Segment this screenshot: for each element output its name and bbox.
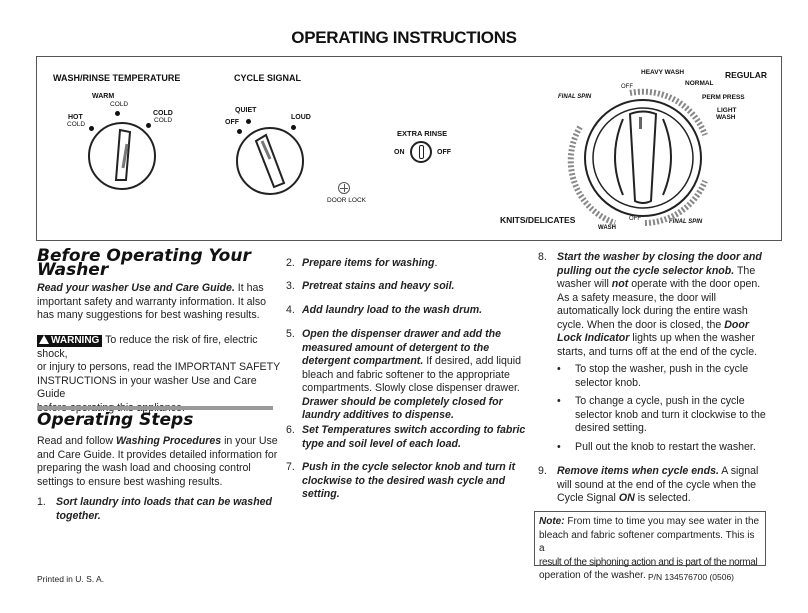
bullet-stop-dot: • — [557, 363, 561, 375]
step-5-l7: laundry additives to dispense. — [302, 409, 454, 421]
cycle-signal-knob-grip — [238, 129, 302, 193]
cycle-regular-label: REGULAR — [725, 70, 768, 80]
step-8-l2a: pulling out the cycle selector knob. — [557, 264, 735, 277]
step-9-l3c: is selected. — [637, 492, 691, 504]
step-5-l3a: detergent compartment. — [302, 355, 424, 367]
step-2-dot: . — [434, 257, 438, 269]
cycle-off-top: OFF — [621, 84, 633, 90]
temp-cold-sub: COLD — [154, 117, 173, 124]
step-5-num: 5. — [286, 328, 295, 340]
cycle-off-bottom: OFF — [629, 216, 641, 222]
step-5-l2: measured amount of detergent to the — [302, 341, 490, 354]
step-8-l6b: Door — [724, 318, 749, 331]
step-8-num: 8. — [538, 251, 547, 263]
warning-icon — [39, 335, 49, 344]
signal-quiet: QUIET — [235, 107, 257, 114]
cycle-light-2: WASH — [716, 114, 736, 121]
warning-badge-label: WARNING — [51, 335, 100, 346]
step-6-l2: type and soil level of each load. — [302, 437, 461, 450]
note-l1: From time to time you may see water in the — [567, 516, 760, 527]
step-8-l2b: The — [736, 264, 756, 277]
step-1-l1: Sort laundry into loads that can be washed — [56, 496, 273, 508]
step-7-l2: clockwise to the desired wash cycle and — [302, 474, 506, 487]
step-1-l2: together. — [56, 509, 101, 522]
steps-l2: and Care Guide. It provides detailed information for — [37, 448, 278, 461]
step-8-l8: starts, and turns off at the end of the cycle. — [557, 345, 758, 358]
step-2-text: Prepare items for washing — [302, 257, 435, 269]
before-section — [37, 246, 277, 280]
steps-heading: Operating Steps — [37, 410, 194, 430]
step-8-l7a: Lock Indicator — [557, 332, 630, 344]
note-l4: operation of the washer. — [539, 570, 646, 581]
step-7-num: 7. — [286, 461, 295, 473]
step-9-l3b: ON — [618, 492, 635, 504]
before-heading: Before Operating Your Washer — [37, 246, 251, 280]
bullet-change-dot: • — [557, 395, 561, 407]
bullet-change — [557, 395, 782, 437]
step-4-text: Add laundry load to the wash drum. — [302, 304, 483, 316]
step-6-l1: Set Temperatures switch according to fabric — [302, 424, 526, 436]
step-5-l3b: If desired, add liquid — [426, 355, 522, 367]
bullet-restart — [557, 441, 782, 455]
temp-hot: HOT — [68, 114, 83, 121]
cycle-wash: WASH — [598, 225, 616, 231]
note-label: Note: — [539, 516, 565, 527]
door-lock-label: DOOR LOCK — [327, 197, 367, 204]
bullet-change-l1: To change a cycle, push in the cycle — [575, 395, 745, 407]
before-p1-l2: important safety and warranty information. It also — [37, 295, 267, 308]
step-7-l1: Push in the cycle selector knob and turn it — [302, 461, 516, 473]
warning-l1: To reduce the risk of fire, electric shock, — [37, 334, 258, 360]
bullet-stop — [557, 363, 782, 391]
step-3-text: Pretreat stains and heavy soil. — [302, 280, 455, 292]
step-3-num: 3. — [286, 280, 295, 292]
step-1-num: 1. — [37, 496, 46, 508]
step-8-l5: automatically lock during the entire wash — [557, 305, 748, 317]
temperature-knob-grip — [90, 124, 154, 188]
door-lock-indicator — [338, 182, 350, 194]
step-8-l6a: cycle. When the door is closed, the — [557, 318, 722, 331]
steps-l3: preparing the wash load and choosing control — [37, 462, 251, 474]
warning-badge — [37, 335, 102, 347]
bullet-restart-dot: • — [557, 441, 561, 453]
temp-cold: COLD — [153, 110, 173, 117]
extra-rinse-off: OFF — [437, 149, 451, 156]
step-7-l3: setting. — [302, 488, 340, 500]
extra-rinse-switch-lever — [419, 145, 424, 159]
page-title: OPERATING INSTRUCTIONS — [291, 28, 517, 47]
step-7 — [286, 461, 531, 505]
signal-label: CYCLE SIGNAL — [234, 73, 302, 83]
step-2 — [286, 257, 526, 271]
cycle-final-spin-bottom: FINAL SPIN — [669, 219, 703, 225]
warning-l3: INSTRUCTIONS in your washer Use and Care Guide — [37, 374, 257, 400]
before-p1-l1: It has — [237, 282, 264, 294]
bullet-stop-l2: selector knob. — [575, 376, 641, 389]
steps-l4: settings to ensure best washing results. — [37, 475, 223, 488]
cycle-perm-press: PERM PRESS — [702, 94, 745, 101]
steps-l1a: Read and follow — [37, 435, 113, 447]
temp-warm-sub: COLD — [110, 101, 129, 108]
warning-l2: or injury to persons, read the IMPORTANT SAFETY — [37, 361, 281, 373]
note-l3: result of the siphoning action and is part of the normal — [539, 556, 758, 568]
step-4 — [286, 304, 526, 318]
step-2-num: 2. — [286, 257, 295, 269]
warning-paragraph — [37, 334, 282, 415]
step-5-l5: compartments. Slowly close dispenser drawer. — [302, 382, 520, 394]
steps-intro — [37, 435, 282, 489]
bullet-change-l2: selector knob and turn it clockwise to the — [575, 408, 766, 421]
control-panel — [36, 56, 782, 241]
extra-rinse-on: ON — [394, 149, 405, 156]
step-9-num: 9. — [538, 465, 547, 477]
bullet-stop-l1: To stop the washer, push in the cycle — [575, 363, 749, 375]
extra-rinse-label: EXTRA RINSE — [397, 129, 448, 138]
step-1-text — [56, 496, 272, 523]
step-9-l3a: Cycle Signal — [557, 492, 616, 504]
temp-hot-sub: COLD — [67, 121, 86, 128]
cycle-final-spin-top: FINAL SPIN — [558, 94, 592, 100]
step-5 — [286, 328, 531, 424]
extra-rinse-switch[interactable] — [410, 141, 432, 163]
step-8-l3c: operate with the door open. — [631, 278, 761, 290]
signal-off: OFF — [225, 119, 239, 126]
step-8-l4: As a safety measure, the door will — [557, 291, 716, 304]
step-9 — [538, 465, 778, 507]
step-1 — [37, 496, 282, 526]
temp-warm-dot — [115, 111, 120, 116]
step-6 — [286, 424, 531, 454]
step-8-l7b: lights up when the washer — [632, 332, 755, 344]
step-3 — [286, 280, 526, 294]
step-8-l3b: not — [611, 278, 629, 290]
steps-section — [37, 410, 277, 430]
step-5-l6: Drawer should be completely closed for — [302, 395, 503, 408]
step-6-num: 6. — [286, 424, 295, 436]
step-9-l2: will sound at the end of the cycle when the — [557, 478, 757, 491]
step-9-l1a: Remove items when cycle ends. — [557, 465, 719, 477]
signal-quiet-dot — [246, 119, 251, 124]
step-8-l1: Start the washer by closing the door and — [557, 251, 762, 263]
temp-label: WASH/RINSE TEMPERATURE — [53, 73, 181, 83]
before-paragraph — [37, 282, 277, 323]
cycle-light-1: LIGHT — [717, 107, 737, 114]
cycle-signal-knob[interactable] — [236, 127, 304, 195]
cycle-knits-label: KNITS/DELICATES — [500, 215, 576, 225]
printed-in: Printed in U. S. A. — [37, 574, 105, 584]
step-5-l1: Open the dispenser drawer and add the — [302, 328, 501, 340]
temp-warm: WARM — [92, 93, 115, 100]
step-8 — [538, 251, 778, 356]
steps-l1b: Washing Procedures — [115, 435, 222, 447]
before-p1-l3: has many suggestions for best washing results. — [37, 309, 260, 321]
part-number: P/N 134576700 (0506) — [648, 572, 735, 582]
step-8-l3a: washer will — [557, 278, 609, 290]
step-4-num: 4. — [286, 304, 295, 316]
bullet-restart-text: Pull out the knob to restart the washer. — [575, 441, 756, 453]
before-p1-bold: Read your washer Use and Care Guide. — [37, 282, 235, 294]
cycle-heavy-wash: HEAVY WASH — [641, 69, 685, 76]
step-9-l1b: A signal — [721, 465, 759, 477]
bullet-change-l3: desired setting. — [575, 422, 647, 434]
steps-l1c: in your Use — [224, 435, 278, 447]
note-l2: bleach and fabric softener compartments. This is a — [539, 529, 755, 554]
temperature-knob[interactable] — [88, 122, 156, 190]
signal-loud: LOUD — [291, 114, 311, 121]
cycle-dial-ring — [555, 77, 735, 237]
step-5-l4: bleach and fabric softener to the appropriate — [302, 368, 510, 381]
cycle-normal: NORMAL — [685, 80, 714, 87]
